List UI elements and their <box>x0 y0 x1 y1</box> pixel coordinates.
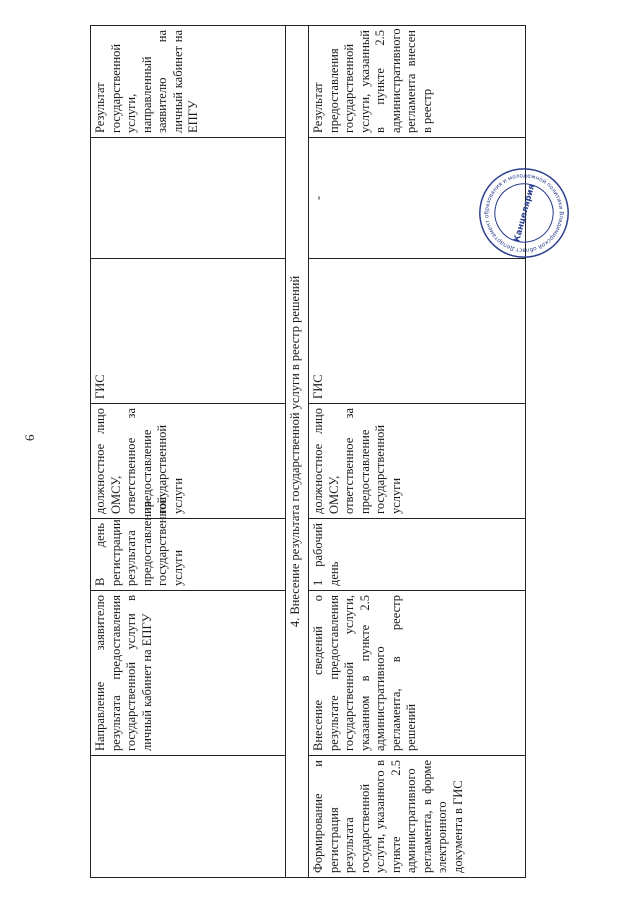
stamp-ring-text: Департамент образования и молодежной политики Владимирской области <box>484 173 564 253</box>
section-header-row <box>286 26 309 878</box>
cell-top-result: Результат государственной услуги, направленный заявителю на личный кабинет на ЕПГУ <box>91 26 286 138</box>
cell-top-deadline: В день регистрации результата предоставления государственной услуги <box>91 519 286 591</box>
cell-top-criteria <box>91 138 286 259</box>
cell-top-action-empty <box>91 756 286 878</box>
cell-top-system: ГИС <box>91 259 286 404</box>
cell-bottom-result: Результат предоставления государственной услуги, указанный в пункте 2.5 административного регламента внесен в реестр <box>309 26 526 138</box>
cell-top-action: Направление заявителю результата предоставления государственной услуги в личный кабинет на ЕПГУ <box>91 591 286 756</box>
section-title: 4. Внесение результата государственной услуги в реестр решений <box>286 26 309 878</box>
table-row-top <box>91 26 286 878</box>
cell-bottom-deadline: 1 рабочий день <box>309 519 526 591</box>
cell-bottom-criteria: - <box>309 138 526 259</box>
cell-bottom-basis: Формирование и регистрация результата государственной услуги, указанного в пункте 2.5 административного регламента, в форме электронного документа в ГИС <box>309 756 526 878</box>
rotated-table-container <box>90 26 526 878</box>
table-row-bottom <box>309 26 526 878</box>
cell-bottom-action: Внесение сведений о результате предоставления государственной услуги, указанном в пункте 2.5 административного регламента, в реестр решений <box>309 591 526 756</box>
office-stamp <box>477 166 571 260</box>
procedure-table <box>90 25 526 878</box>
cell-top-responsible: должностное лицо ОМСУ, ответственное за предоставление государственной услуги <box>91 404 286 519</box>
page-number: 6 <box>22 434 37 441</box>
cell-bottom-responsible: должностное лицо ОМСУ, ответственное за предоставление государственной услуги <box>309 404 526 519</box>
cell-bottom-system: ГИС <box>309 259 526 404</box>
stamp-center-text: Канцелярия <box>511 182 537 243</box>
